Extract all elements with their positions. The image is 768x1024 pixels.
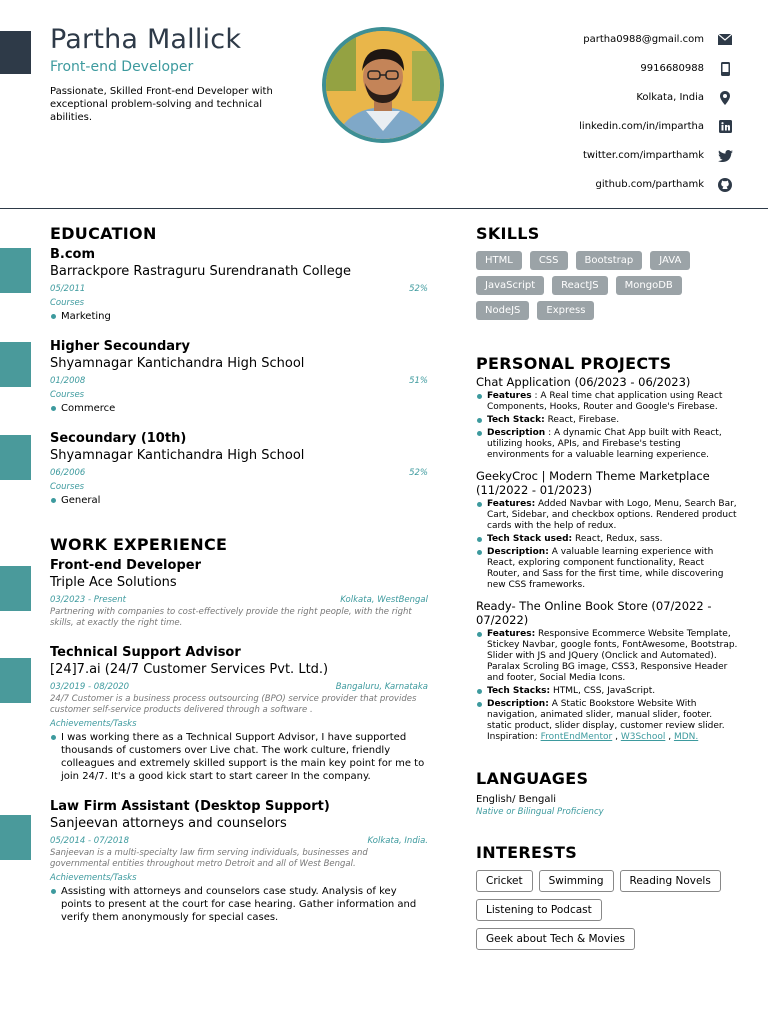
course-item: Commerce bbox=[50, 402, 428, 415]
contact-github[interactable]: github.com/parthamk bbox=[434, 170, 734, 199]
interest-chip: Cricket bbox=[476, 870, 533, 892]
projects-title: PERSONAL PROJECTS bbox=[476, 354, 672, 373]
skill-chip: Bootstrap bbox=[576, 251, 643, 270]
achievements-label: Achievements/Tasks bbox=[50, 719, 137, 729]
linkedin-icon bbox=[716, 119, 734, 135]
job-role: Front-end Developer bbox=[50, 558, 201, 573]
twitter-icon bbox=[716, 148, 734, 164]
skill-chip: ReactJS bbox=[552, 276, 608, 295]
section-tab bbox=[0, 815, 31, 860]
accent-bar bbox=[0, 31, 31, 74]
education-meta: 01/2008 51% bbox=[50, 376, 428, 386]
degree: Secoundary (10th) bbox=[50, 431, 187, 446]
course-item: General bbox=[50, 494, 428, 507]
section-tab bbox=[0, 342, 31, 387]
achievements-label: Achievements/Tasks bbox=[50, 873, 137, 883]
project-title: Ready- The Online Book Store (07/2022 - 07/2022) bbox=[476, 599, 712, 627]
education-meta: 06/2006 52% bbox=[50, 468, 428, 478]
company-desc: 24/7 Customer is a business process outsourcing (BPO) service provider that provides customer self-service products delivered through a software . bbox=[50, 694, 417, 715]
company: [24]7.ai (24/7 Customer Services Pvt. Ltd.) bbox=[50, 662, 329, 677]
skill-chip: NodeJS bbox=[476, 301, 529, 320]
skill-chip: HTML bbox=[476, 251, 522, 270]
skill-chip: CSS bbox=[530, 251, 568, 270]
interest-chip: Swimming bbox=[539, 870, 614, 892]
degree: B.com bbox=[50, 247, 96, 262]
section-tab bbox=[0, 566, 31, 611]
language-name: English/ Bengali bbox=[476, 794, 557, 805]
school: Shyamnagar Kantichandra High School bbox=[50, 448, 305, 463]
school: Shyamnagar Kantichandra High School bbox=[50, 356, 305, 371]
degree: Higher Secoundary bbox=[50, 339, 190, 354]
project-bullet: Tech Stacks: HTML, CSS, JavaScript. bbox=[476, 686, 738, 697]
job-role: Law Firm Assistant (Desktop Support) bbox=[50, 799, 330, 814]
interests-list bbox=[476, 870, 738, 950]
skill-chip: Express bbox=[537, 301, 594, 320]
project-entry bbox=[476, 375, 738, 461]
achievement-item: I was working there as a Technical Support Advisor, I have supported thousands of customers over Live chat. The work culture, friendly colleagues and extremely skilled support is the main key point for me to join 24/7. It's a good kick start to start career In the company. bbox=[50, 731, 428, 783]
project-title: Chat Application (06/2023 - 06/2023) bbox=[476, 375, 691, 389]
languages-title: LANGUAGES bbox=[476, 769, 589, 788]
work-meta: 03/2019 - 08/2020 Bangaluru, Karnataka bbox=[50, 682, 428, 692]
section-tab bbox=[0, 248, 31, 293]
contact-list bbox=[434, 25, 734, 199]
candidate-role: Front-end Developer bbox=[50, 59, 194, 75]
work-entry bbox=[50, 799, 428, 924]
phone-icon bbox=[716, 61, 734, 77]
project-title: GeekyCroc | Modern Theme Marketplace (11/2022 - 01/2023) bbox=[476, 469, 710, 497]
education-entry bbox=[50, 247, 428, 323]
contact-location: Kolkata, India bbox=[434, 83, 734, 112]
contact-linkedin[interactable]: linkedin.com/in/impartha bbox=[434, 112, 734, 141]
section-tab bbox=[0, 658, 31, 703]
skills-title: SKILLS bbox=[476, 224, 540, 243]
project-bullet: Features : A Real time chat application using React Components, Hooks, Router and Google's Firebase. bbox=[476, 391, 738, 413]
project-bullet: Tech Stack used: React, Redux, sass. bbox=[476, 534, 738, 545]
project-bullet: Description: A Static Bookstore Website With navigation, animated slider, manual slider, footer. static product, slider display, customer review slider. Inspiration: FrontEndMentor , W3School , MDN. bbox=[476, 699, 738, 743]
interests-title: INTERESTS bbox=[476, 843, 578, 862]
work-title: WORK EXPERIENCE bbox=[50, 535, 228, 554]
contact-email[interactable]: partha0988@gmail.com bbox=[434, 25, 734, 54]
skill-chip: JavaScript bbox=[476, 276, 544, 295]
work-meta: 03/2023 - Present Kolkata, WestBengal bbox=[50, 595, 428, 605]
skills-list bbox=[476, 251, 726, 320]
courses-label: Courses bbox=[50, 390, 85, 400]
contact-twitter[interactable]: twitter.com/imparthamk bbox=[434, 141, 734, 170]
skill-chip: MongoDB bbox=[616, 276, 682, 295]
project-bullet: Description : A dynamic Chat App built with React, utilizing hooks, APIs, and Firebase's testing environments for a valuable learning experience. bbox=[476, 428, 738, 461]
interest-chip: Reading Novels bbox=[620, 870, 721, 892]
company-desc: Sanjeevan is a multi-specialty law firm serving individuals, businesses and governmental entities throughout metro Detroit and all of West Bengal. bbox=[50, 848, 368, 869]
summary: Passionate, Skilled Front-end Developer with exceptional problem-solving and technical abilities. bbox=[50, 86, 273, 123]
location-icon bbox=[716, 90, 734, 106]
project-bullet: Tech Stack: React, Firebase. bbox=[476, 415, 738, 426]
project-bullet: Features: Responsive Ecommerce Website Template, Stickey Navbar, google fonts, FontAwesome, Bootstrap. Slider with JS and JQuery (Onclick and Automated). Paralax Scroling BG image, CSS3, Responsive Header and footer, Social Media Icons. bbox=[476, 629, 738, 684]
interest-chip: Geek about Tech & Movies bbox=[476, 928, 635, 950]
mail-icon bbox=[716, 32, 734, 48]
school: Barrackpore Rastraguru Surendranath College bbox=[50, 264, 352, 279]
project-bullet: Features: Added Navbar with Logo, Menu, Search Bar, Cart, Sidebar, and checkbox options. Rendered product cards with the help of redux. bbox=[476, 499, 738, 532]
skill-chip: JAVA bbox=[650, 251, 690, 270]
contact-phone[interactable]: 9916680988 bbox=[434, 54, 734, 83]
company-desc: Partnering with companies to cost-effectively provide the right people, with the right skills, at exactly the right time. bbox=[50, 607, 412, 628]
inspiration-link[interactable]: MDN. bbox=[673, 732, 699, 742]
education-title: EDUCATION bbox=[50, 224, 157, 243]
company: Sanjeevan attorneys and counselors bbox=[50, 816, 287, 831]
left-column bbox=[50, 224, 428, 924]
inspiration-link[interactable]: FrontEndMentor bbox=[540, 732, 613, 742]
right-column bbox=[476, 224, 738, 950]
courses-label: Courses bbox=[50, 482, 85, 492]
courses-label: Courses bbox=[50, 298, 85, 308]
education-entry bbox=[50, 339, 428, 415]
company: Triple Ace Solutions bbox=[50, 575, 177, 590]
achievement-item: Assisting with attorneys and counselors case study. Analysis of key points to present at the court for case hearing. Gather information and verify them anonymously for special cases. bbox=[50, 885, 428, 924]
language-level: Native or Bilingual Proficiency bbox=[476, 807, 604, 817]
project-entry bbox=[476, 599, 738, 743]
section-tab bbox=[0, 435, 31, 480]
work-meta: 05/2014 - 07/2018 Kolkata, India. bbox=[50, 836, 428, 846]
education-meta: 05/2011 52% bbox=[50, 284, 428, 294]
interest-chip: Listening to Podcast bbox=[476, 899, 602, 921]
work-entry bbox=[50, 645, 428, 783]
education-entry bbox=[50, 431, 428, 507]
header-divider bbox=[0, 208, 768, 209]
project-bullet: Description: A valuable learning experience with React, exploring component functionality, React Router, and Sass for the first time, while discovering new CSS frameworks. bbox=[476, 547, 738, 591]
inspiration-link[interactable]: W3School bbox=[620, 732, 666, 742]
candidate-name: Partha Mallick bbox=[50, 24, 242, 55]
course-item: Marketing bbox=[50, 310, 428, 323]
profile-photo bbox=[322, 27, 444, 143]
github-icon bbox=[716, 177, 734, 193]
job-role: Technical Support Advisor bbox=[50, 645, 241, 660]
project-entry bbox=[476, 469, 738, 591]
work-entry bbox=[50, 558, 428, 629]
